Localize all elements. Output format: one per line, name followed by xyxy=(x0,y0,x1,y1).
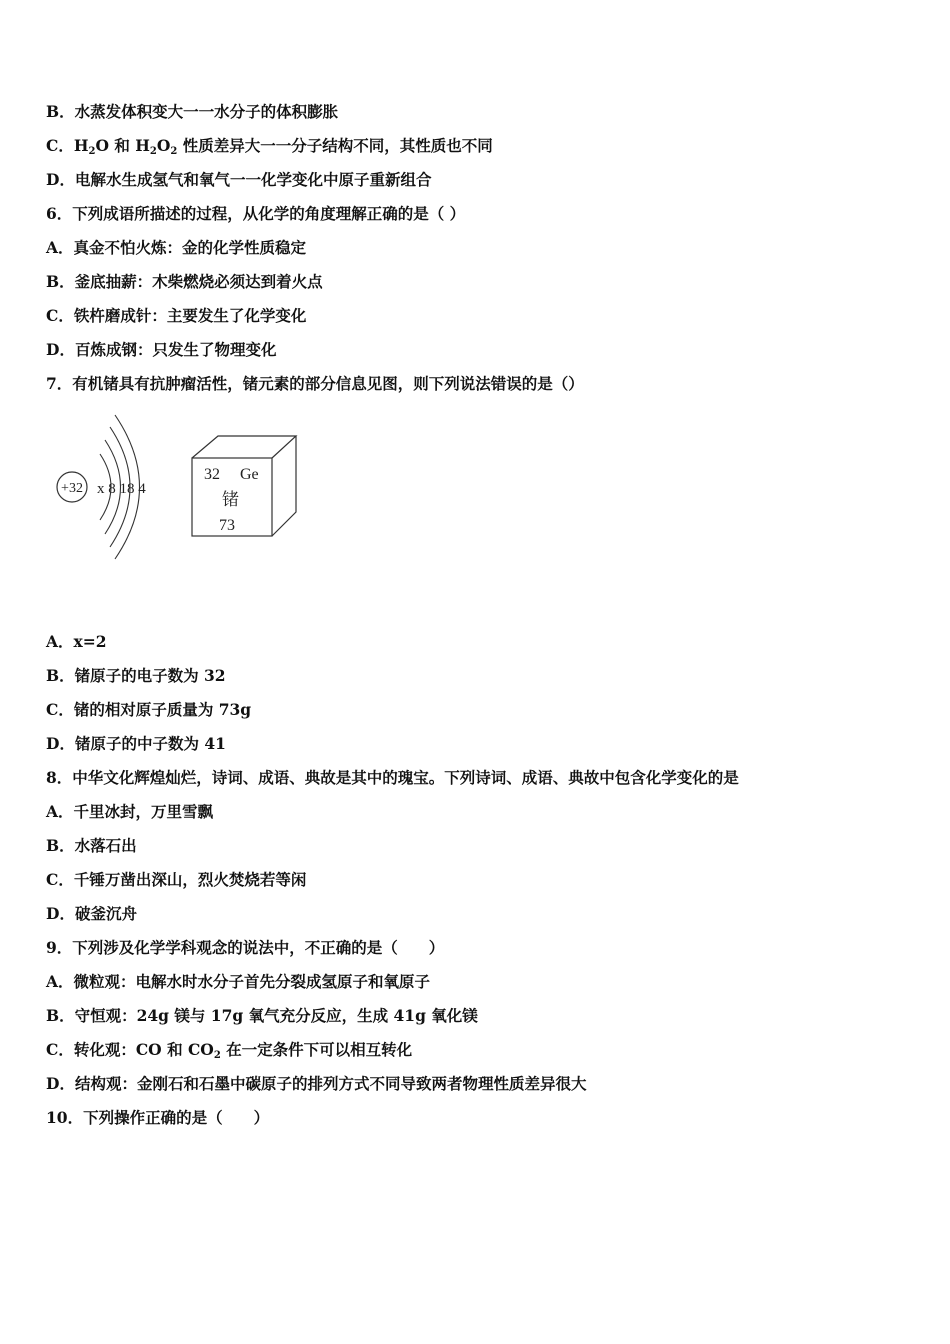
q5-option-b: B．水蒸发体积变大一一水分子的体积膨胀 xyxy=(46,102,339,121)
q7-option-b: B．锗原子的电子数为 32 xyxy=(46,666,226,685)
electron-counts: x 8 18 4 xyxy=(97,481,146,497)
element-cell-side xyxy=(272,436,296,536)
element-cell-top xyxy=(192,436,296,458)
element-name: 锗 xyxy=(222,490,239,510)
q6-option-b: B．釜底抽薪：木柴燃烧必须达到着火点 xyxy=(46,272,323,291)
q8-option-a: A．千里冰封，万里雪飘 xyxy=(46,802,214,821)
q8-option-d: D．破釜沉舟 xyxy=(46,904,137,923)
q10-stem: 10．下列操作正确的是（ ） xyxy=(46,1108,270,1127)
q5-option-d: D．电解水生成氢气和氧气一一化学变化中原子重新组合 xyxy=(46,170,432,189)
q7-option-a: A．x=2 xyxy=(46,632,107,651)
q6-stem: 6．下列成语所描述的过程，从化学的角度理解正确的是（ ） xyxy=(46,204,466,223)
q6-option-a: A．真金不怕火炼：金的化学性质稳定 xyxy=(46,238,307,257)
q7-option-c: C．锗的相对原子质量为 73g xyxy=(46,700,252,719)
q9-option-c: C．转化观：CO 和 $CO_2$ 在一定条件下可以相互转化 xyxy=(46,1040,413,1061)
q9-option-d: D．结构观：金刚石和石墨中碳原子的排列方式不同导致两者物理性质差异很大 xyxy=(46,1074,587,1093)
q6-option-c: C．铁杵磨成针：主要发生了化学变化 xyxy=(46,306,307,325)
nucleus-charge: +32 xyxy=(61,481,83,496)
element-symbol: Ge xyxy=(240,466,259,483)
q9-stem: 9．下列涉及化学学科观念的说法中，不正确的是（ ） xyxy=(46,938,445,957)
atomic-number: 32 xyxy=(204,466,220,483)
q6-option-d: D．百炼成钢：只发生了物理变化 xyxy=(46,340,277,359)
q9-option-b: B．守恒观：24g 镁与 17g 氧气充分反应，生成 41g 氧化镁 xyxy=(46,1006,478,1025)
q7-option-d: D．锗原子的中子数为 41 xyxy=(46,734,226,753)
q5-option-c: C．$H_2O$ 和 $H_2O_2$ 性质差异大一一分子结构不同，其性质也不同 xyxy=(46,136,493,157)
q9-option-a: A．微粒观：电解水时水分子首先分裂成氢原子和氧原子 xyxy=(46,972,431,991)
q7-stem: 7．有机锗具有抗肿瘤活性，锗元素的部分信息见图，则下列说法错误的是（） xyxy=(46,374,584,393)
germanium-diagram xyxy=(50,410,310,570)
atomic-mass: 73 xyxy=(219,517,235,534)
q8-stem: 8．中华文化辉煌灿烂，诗词、成语、典故是其中的瑰宝。下列诗词、成语、典故中包含化学变化的是 xyxy=(46,768,739,787)
q8-option-b: B．水落石出 xyxy=(46,836,137,855)
germanium-figure xyxy=(50,410,310,570)
q8-option-c: C．千锤万凿出深山，烈火焚烧若等闲 xyxy=(46,870,307,889)
